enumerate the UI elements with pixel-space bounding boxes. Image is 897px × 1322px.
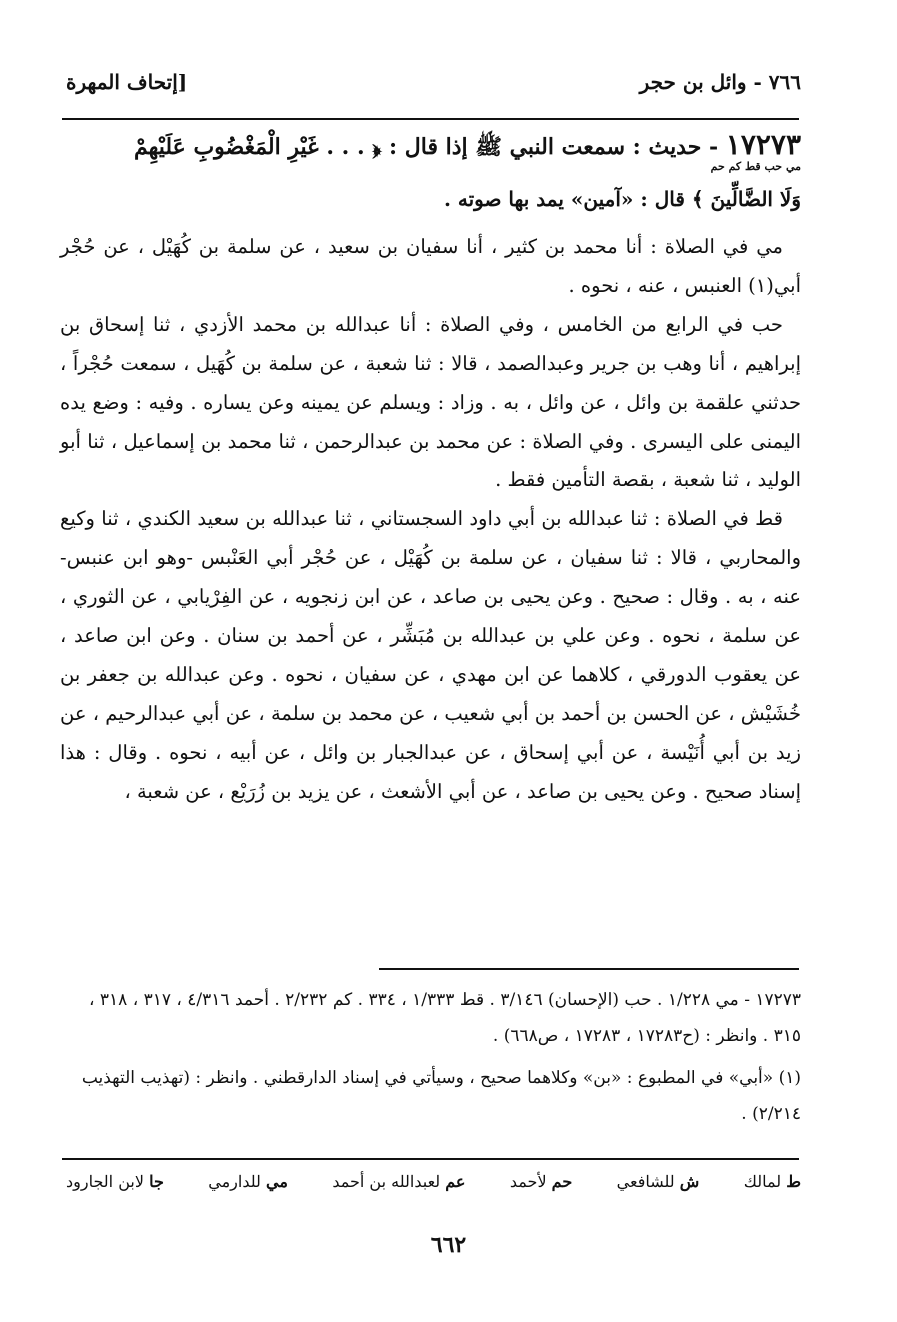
- abbreviation-item: ط لمالك: [743, 1172, 801, 1191]
- page-number: ٦٦٢: [430, 1232, 467, 1258]
- hadith-body: [60, 228, 801, 812]
- abbreviation-item: ش للشافعي: [616, 1172, 700, 1191]
- hadith-title-continued: وَلَا الضَّالِّينَ ﴾ قال : «آمين» يمد بها صوته .: [443, 187, 801, 211]
- abbreviation-item: جا لابن الجارود: [66, 1172, 164, 1191]
- paragraph: حب في الرابع من الخامس ، وفي الصلاة : أنا عبدالله بن محمد الأزدي ، ثنا إسحاق بن إبراهيم ، أنا وهب بن جرير وعبدالصمد ، قالا : ثنا شعبة ، عن سلمة بن كُهَيل ، سمعت حُجْراً ، حدثني علقمة بن وائل ، عن وائل ، به . وزاد : ويسلم عن يمينه وعن يساره . وفيه : وضع يده اليمنى على اليسرى . وفي الصلاة : عن محمد بن عبدالرحمن ، ثنا محمد بن إسماعيل ، ثنا أبو الوليد ، ثنا شعبة ، بقصة التأمين فقط .: [60, 312, 801, 492]
- abbreviations-divider: [62, 1158, 799, 1160]
- hadith-sigla: مي حب قط كم حم: [710, 160, 801, 173]
- abbreviation-item: مي للدارمي: [208, 1172, 288, 1191]
- abbreviations-legend: [66, 1172, 801, 1191]
- footnote: ١٧٢٧٣ - مي ١/٢٢٨ . حب (الإحسان) ٣/١٤٦ . قط ١/٣٣٣ ، ٣٣٤ . كم ٢/٢٣٢ . أحمد ٤/٣١٦ ، ٣١٧ ، ٣١٨ ، ٣١٥ . وانظر : (ح١٧٢٨٣ ، ١٧٢٨٣ ، ص٦٦٨) .: [89, 990, 801, 1046]
- header-divider: [62, 118, 799, 120]
- footnote: (١) «أبي» في المطبوع : «بن» وكلاهما صحيح ، وسيأتي في إسناد الدارقطني . وانظر : (تهذيب التهذيب ٢/٢١٤) .: [81, 1068, 801, 1124]
- hadith-number: ١٧٢٧٣: [725, 128, 801, 161]
- hadith-title: - حديث : سمعت النبي ﷺ إذا قال : ﴿ . . . غَيْرِ الْمَغْضُوبِ عَلَيْهِمْ: [133, 134, 719, 160]
- paragraph: مي في الصلاة : أنا محمد بن كثير ، أنا سفيان بن سعيد ، عن سلمة بن كُهَيْل ، عن حُجْر أبي(١) العنبس ، عنه ، نحوه .: [60, 235, 801, 297]
- header-section-title: ٧٦٦ - وائل بن حجر: [639, 70, 801, 94]
- footnote-divider: [379, 968, 799, 970]
- footnotes: [66, 982, 801, 1138]
- hadith-heading: [60, 128, 801, 164]
- abbreviation-item: عم لعبدالله بن أحمد: [332, 1172, 466, 1191]
- paragraph: قط في الصلاة : ثنا عبدالله بن أبي داود السجستاني ، ثنا عبدالله بن سعيد الكندي ، ثنا وكيع والمحاربي ، قالا : ثنا سفيان ، عن سلمة بن كُهَيْل ، عن حُجْر أبي العَنْبس -وهو ابن عنبس- عنه ، به . وقال : صحيح . وعن يحيى بن صاعد ، عن ابن زنجويه ، عن الفِرْيابي ، عن الثوري ، عن سلمة ، نحوه . وعن علي بن عبدالله بن مُبَشِّر ، عن أحمد بن سنان . وعن ابن صاعد ، عن يعقوب الدورقي ، كلاهما عن ابن مهدي ، عن سفيان ، نحوه . وعن عبدالله بن جعفر بن خُشَيْش ، عن الحسن بن أحمد بن أبي شعيب ، عن محمد بن سلمة ، عن أبي عبدالرحيم ، عن زيد بن أبي أُنَيْسة ، عن أبي إسحاق ، عن عبدالجبار بن وائل ، عن أبيه ، نحوه . وقال : هذا إسناد صحيح . وعن يحيى بن صاعد ، عن أبي الأشعث ، عن يزيد بن زُرَيْع ، عن شعبة ،: [60, 507, 801, 803]
- running-header: [66, 62, 801, 102]
- header-book-title: [إتحاف المهرة: [66, 70, 188, 94]
- abbreviation-item: حم لأحمد: [509, 1172, 573, 1191]
